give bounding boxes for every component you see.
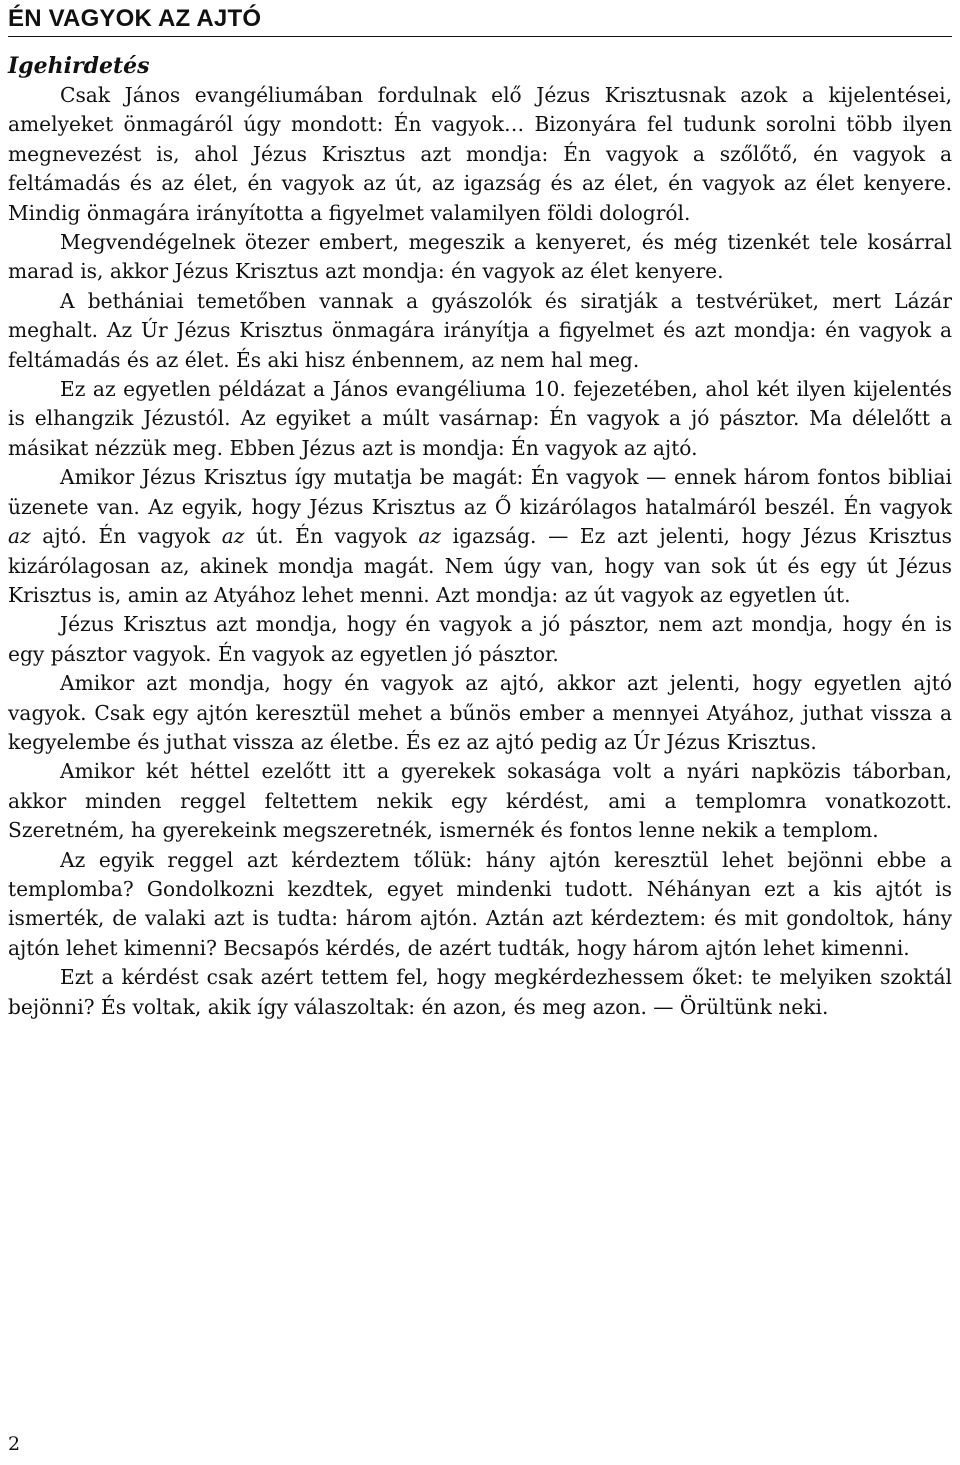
page-number: 2 [8,1433,21,1455]
text-run: út. Én vagyok [244,524,419,549]
emphasis: az [221,524,245,549]
paragraph: Ezt a kérdést csak azért tettem fel, hogy megkérdezhessem őket: te melyiken szoktál bejönni? És voltak, akik így válaszoltak: én azon, és meg azon. — Örültünk neki. [8,965,952,1019]
section-heading: Igehirdetés [8,53,150,79]
paragraph: A bethániai temetőben vannak a gyászolók és siratják a testvérüket, mert Lázár meghalt. Az Úr Jézus Krisztus önmagára irányítja a figyelmet és azt mondja: én vagyok a feltámadás és az élet. És aki hisz énbennem, az nem hal meg. [8,288,952,372]
document-page [8,0,952,1022]
text-run: ajtó. Én vagyok [30,524,222,549]
paragraph: Jézus Krisztus azt mondja, hogy én vagyok a jó pásztor, nem azt mondja, hogy én is egy pásztor vagyok. Én vagyok az egyetlen jó pásztor. [8,612,952,666]
paragraph: Amikor azt mondja, hogy én vagyok az ajtó, akkor azt jelenti, hogy egyetlen ajtó vagyok. Csak egy ajtón keresztül mehet a bűnös ember a mennyei Atyához, juthat vissza a kegyelembe és juthat vissza az életbe. És ez az ajtó pedig az Úr Jézus Krisztus. [8,671,952,754]
paragraph: Csak János evangéliumában fordulnak elő Jézus Krisztusnak azok a kijelentései, amelyeket önmagáról úgy mondott: Én vagyok… Bizonyára fel tudunk sorolni több ilyen megnevezést is, ahol Jézus Krisztus azt mondja: Én vagyok a szőlőtő, én vagyok a feltámadás és az élet, én vagyok az út, az igazság és az élet, én vagyok az élet kenyere. Mindig önmagára irányította a figyelmet valamilyen földi dologról. [8,83,952,225]
paragraph [8,463,952,610]
paragraph: Megvendégelnek ötezer embert, megeszik a kenyeret, és még tizenkét tele kosárral marad is, akkor Jézus Krisztus azt mondja: én vagyok az élet kenyere. [8,230,952,284]
paragraph: Amikor két héttel ezelőtt itt a gyerekek sokasága volt a nyári napközis táborban, akkor minden reggel feltettem nekik egy kérdést, ami a templomra vonatkozott. Szeretném, ha gyerekeink megszeretnék, ismernék és fontos lenne nekik a templom. [8,759,952,843]
sermon-body [8,81,952,1022]
paragraph: Az egyik reggel azt kérdeztem tőlük: hány ajtón keresztül lehet bejönni ebbe a templomba? Gondolkozni kezdtek, egyet mindenki tudott. Néhányan ezt a kis ajtót is ismerték, de valaki azt is tudta: három ajtón. Aztán azt kérdeztem: és mit gondoltok, hány ajtón lehet kimenni? Becsapós kérdés, de azért tudták, hogy három ajtón lehet kimenni. [8,847,952,960]
emphasis: az [8,524,31,549]
text-run: Amikor Jézus Krisztus így mutatja be magát: Én vagyok — ennek három fontos bibliai üzenete van. Az egyik, hogy Jézus Krisztus az Ő kizárólagos hatalmáról beszél. Én vagyok [8,465,952,519]
document-title: ÉN VAGYOK AZ AJTÓ [8,4,952,37]
emphasis: az [418,524,442,549]
paragraph: Ez az egyetlen példázat a János evangéliuma 10. fejezetében, ahol két ilyen kijelentés is elhangzik Jézustól. Az egyiket a múlt vasárnap: Én vagyok a jó pásztor. Ma délelőtt a másikat nézzük meg. Ebben Jézus azt is mondja: Én vagyok az ajtó. [8,377,952,460]
text-run: igazság. — Ez azt jelenti, hogy Jézus Krisztus kizárólagosan az, akinek mondja magát. Nem úgy van, hogy van sok út és egy út Jézus Krisztus is, amin az Atyához lehet menni. Azt mondja: az út vagyok az egyetlen út. [8,524,953,607]
